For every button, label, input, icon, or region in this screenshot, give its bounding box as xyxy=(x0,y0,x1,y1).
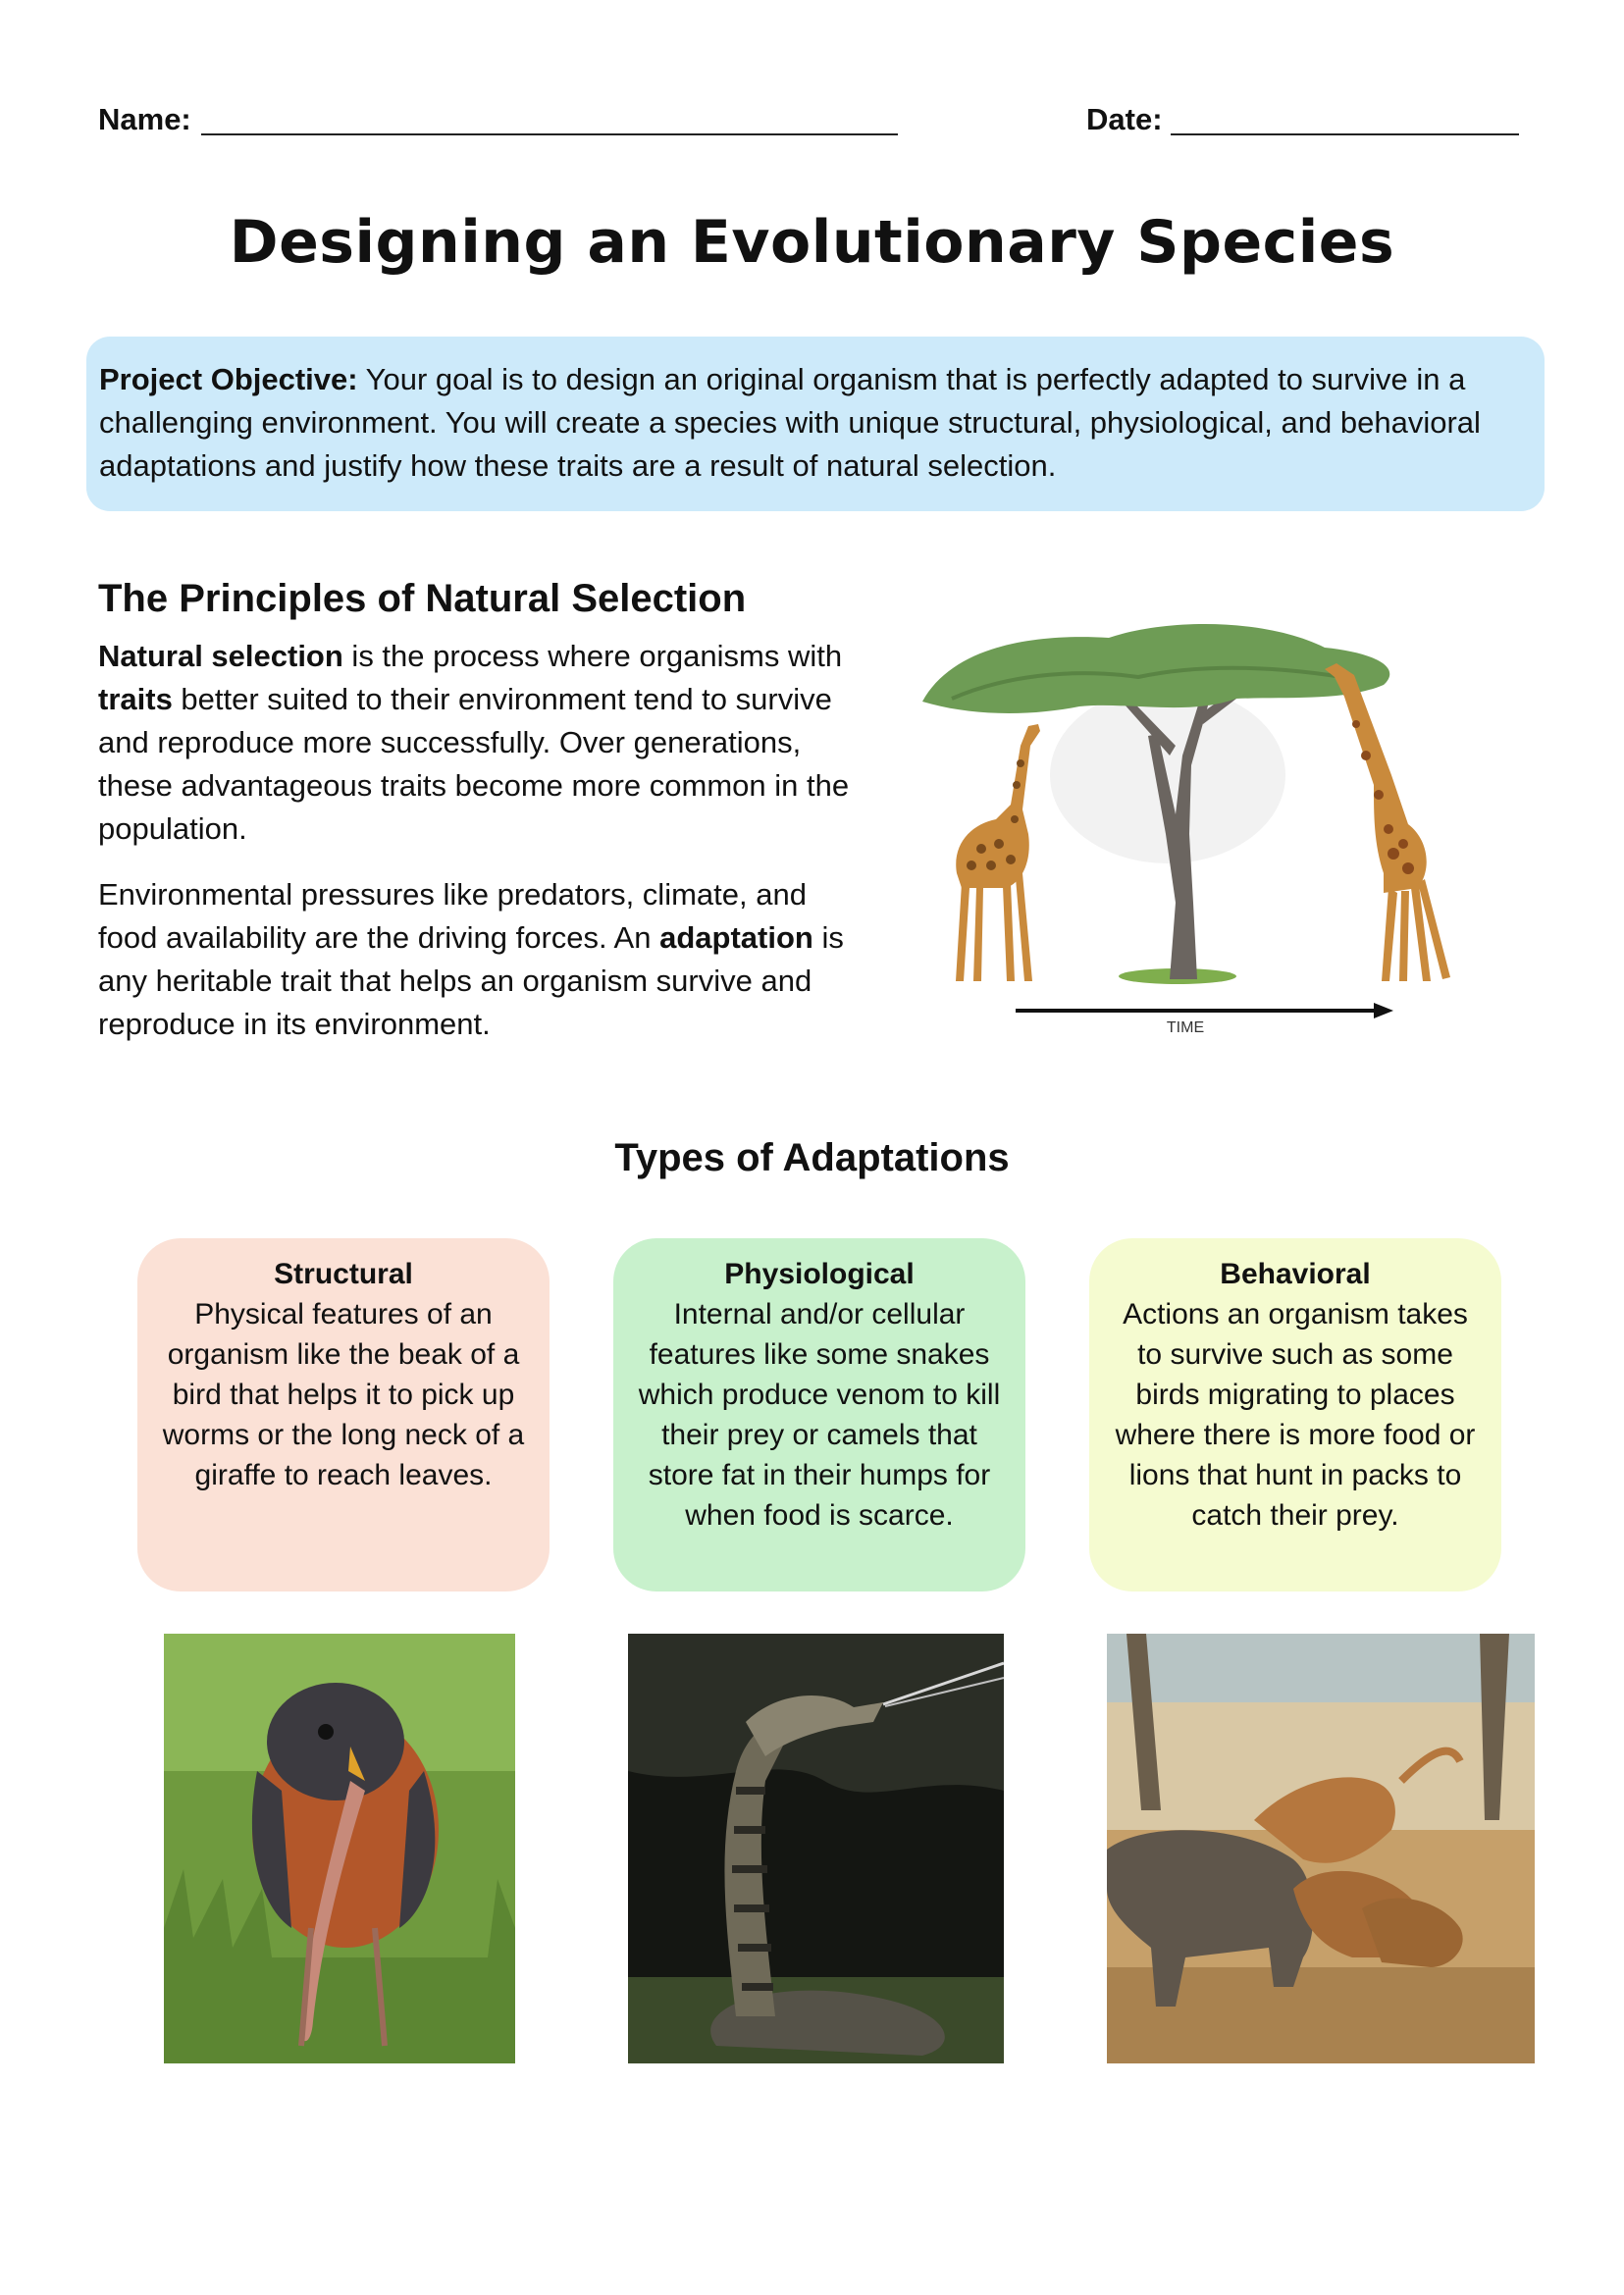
date-label: Date: xyxy=(1086,102,1163,136)
name-field[interactable] xyxy=(201,133,898,135)
card-title: Behavioral xyxy=(1220,1258,1371,1290)
objective-box xyxy=(86,337,1545,511)
page-title: Designing an Evolutionary Species xyxy=(229,208,1395,277)
physiological-card xyxy=(613,1238,1025,1591)
name-label: Name: xyxy=(98,102,191,136)
paragraph-text: is any heritable trait that helps an organism survive and reproduce in its environment. xyxy=(98,920,844,1041)
card-title: Structural xyxy=(274,1258,413,1290)
paragraph-text: is the process where organisms with xyxy=(342,639,843,673)
card-text: Actions an organism takes to survive such as some birds migrating to places where there is more food or lions that hunt in packs to catch their prey. xyxy=(1115,1298,1476,1532)
card-text: Internal and/or cellular features like some snakes which produce venom to kill their prey or camels that store fat in their humps for when food is scarce. xyxy=(638,1298,1001,1532)
card-text: Physical features of an organism like the beak of a bird that helps it to pick up worms or the long neck of a giraffe to reach leaves. xyxy=(162,1298,525,1491)
term-traits: traits xyxy=(98,682,173,716)
objective-text: Your goal is to design an original organism that is perfectly adapted to survive in a challenging environment. You will create a species with unique structural, physiological, and behavioral adaptations and justify how these traits are a result of natural selection. xyxy=(99,362,1481,483)
paragraph-text: better suited to their environment tend to survive and reproduce more successfully. Over generations, these advantageous traits become more common in the population. xyxy=(98,682,850,846)
principles-paragraph-2 xyxy=(98,873,873,1046)
robin-photo xyxy=(164,1634,515,2063)
tree-canopy xyxy=(922,624,1389,713)
structural-card xyxy=(137,1238,550,1591)
term-natural-selection: Natural selection xyxy=(98,639,343,673)
types-heading: Types of Adaptations xyxy=(614,1136,1010,1179)
time-label: TIME xyxy=(1166,1019,1205,1036)
objective-label: Project Objective: xyxy=(99,362,358,396)
cobra-photo xyxy=(628,1634,1004,2063)
card-title: Physiological xyxy=(724,1258,915,1290)
paragraph-text: Environmental pressures like predators, climate, and food availability are the driving forces. An xyxy=(98,877,807,955)
behavioral-card xyxy=(1089,1238,1501,1591)
lions-hunting-photo xyxy=(1107,1634,1535,2063)
principles-heading: The Principles of Natural Selection xyxy=(98,577,747,620)
giraffe-evolution-figure xyxy=(913,608,1541,1060)
term-adaptation: adaptation xyxy=(659,920,813,955)
time-arrow-head xyxy=(1374,1003,1393,1018)
principles-paragraph-1 xyxy=(98,635,873,851)
date-field[interactable] xyxy=(1171,133,1519,135)
tall-giraffe xyxy=(1325,663,1450,981)
short-giraffe xyxy=(956,724,1040,981)
